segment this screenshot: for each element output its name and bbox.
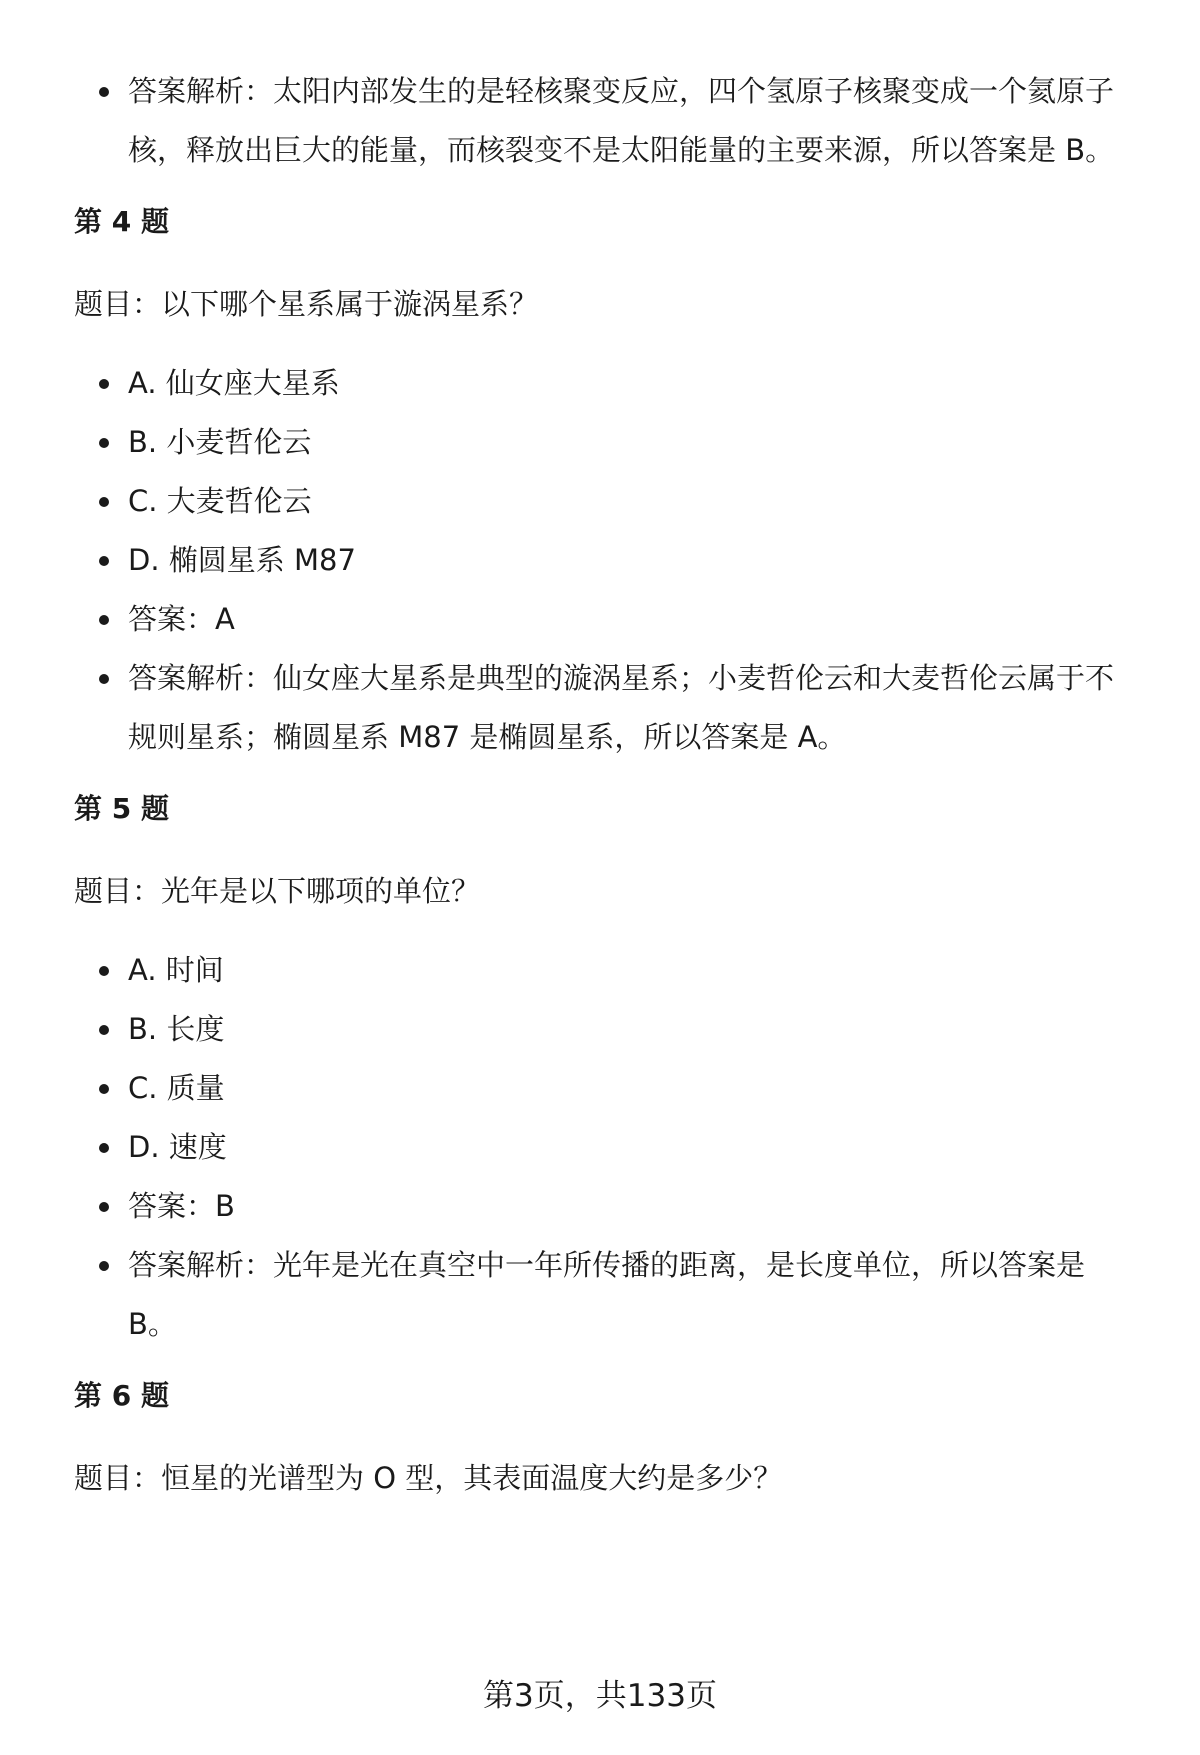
q5-analysis-line1: 答案解析：光年是光在真空中一年所传播的距离，是长度单位，所以答案是: [128, 1248, 1086, 1282]
q5-option-d: D. 速度: [74, 1118, 1154, 1177]
page-content: [74, 62, 1154, 1498]
q5-option-b: B. 长度: [74, 1000, 1154, 1059]
q4-bullet-list: [74, 354, 1154, 767]
q5-answer: 答案：B: [74, 1177, 1154, 1236]
q3-analysis-line2: 核，释放出巨大的能量，而核裂变不是太阳能量的主要来源，所以答案是 B。: [128, 133, 1115, 167]
q5-question: 题目：光年是以下哪项的单位？: [74, 874, 481, 908]
page-number-label: 第3页，共133页: [483, 1678, 717, 1714]
q4-analysis-line2: 规则星系；椭圆星系 M87 是椭圆星系，所以答案是 A。: [128, 720, 847, 754]
q4-option-d: D. 椭圆星系 M87: [74, 531, 1154, 590]
q6-heading: 第 6 题: [74, 1379, 169, 1412]
q5-option-c: C. 质量: [74, 1059, 1154, 1118]
q4-analysis-line1: 答案解析：仙女座大星系是典型的漩涡星系；小麦哲伦云和大麦哲伦云属于不: [128, 661, 1115, 695]
page-footer: [0, 1676, 1200, 1716]
q3-bullet-list: [74, 62, 1154, 180]
q4-option-a: A. 仙女座大星系: [74, 354, 1154, 413]
q4-question: 题目：以下哪个星系属于漩涡星系？: [74, 287, 539, 321]
q3-answer-analysis: [74, 62, 1154, 180]
q4-answer-analysis: [74, 649, 1154, 767]
q5-answer-analysis: [74, 1236, 1154, 1354]
q5-analysis-line2: B。: [128, 1307, 177, 1341]
q6-question: 题目：恒星的光谱型为 O 型，其表面温度大约是多少？: [74, 1461, 783, 1495]
q3-analysis-line1: 答案解析：太阳内部发生的是轻核聚变反应，四个氢原子核聚变成一个氦原子: [128, 74, 1115, 108]
q4-option-b: B. 小麦哲伦云: [74, 413, 1154, 472]
q5-option-a: A. 时间: [74, 941, 1154, 1000]
q5-bullet-list: [74, 941, 1154, 1354]
q5-heading: 第 5 题: [74, 792, 169, 825]
q4-answer: 答案：A: [74, 590, 1154, 649]
q4-heading: 第 4 题: [74, 205, 169, 238]
q4-option-c: C. 大麦哲伦云: [74, 472, 1154, 531]
